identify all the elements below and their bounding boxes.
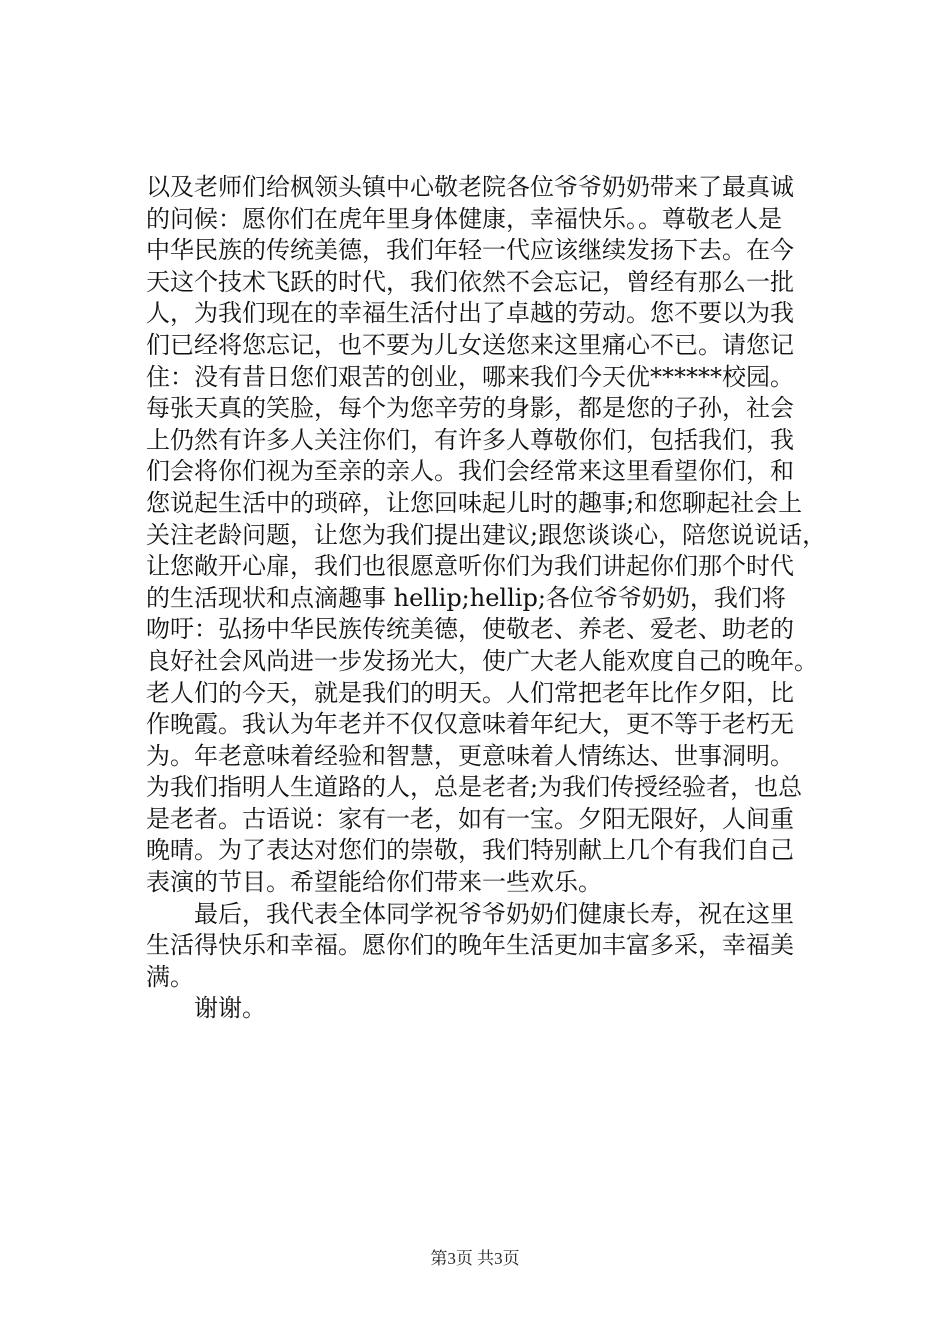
body-text (146, 172, 846, 1025)
text-line: 为。年老意味着经验和智慧，更意味着人情练达、世事洞明。 (146, 741, 794, 770)
text-line: 中华民族的传统美德，我们年轻一代应该继续发扬下去。在今 (146, 236, 794, 265)
text-line: 以及老师们给枫领头镇中心敬老院各位爷爷奶奶带来了最真诚 (146, 173, 794, 201)
text-line: 上仍然有许多人关注你们，有许多人尊敬你们，包括我们，我 (146, 425, 794, 454)
text-line: 们会将你们视为至亲的亲人。我们会经常来这里看望你们，和 (146, 457, 794, 486)
text-line: 您说起生活中的琐碎，让您回味起儿时的趣事;和您聊起社会上 (146, 488, 803, 517)
text-line: 生活得快乐和幸福。愿你们的晚年生活更加丰富多采，幸福美 (146, 931, 794, 960)
text-line: 让您敞开心扉，我们也很愿意听你们为我们讲起你们那个时代 (146, 552, 794, 581)
text-line: 吻吁：弘扬中华民族传统美德，使敬老、养老、爱老、助老的 (146, 615, 794, 644)
text-line: 人，为我们现在的幸福生活付出了卓越的劳动。您不要以为我 (146, 299, 794, 328)
page-number-footer: 第3页 共3页 (430, 1249, 520, 1268)
text-line: 晚晴。为了表达对您们的崇敬，我们特别献上几个有我们自己 (146, 836, 794, 865)
text-line: 住：没有昔日您们艰苦的创业，哪来我们今天优******校园。 (146, 362, 794, 391)
text-line: 作晚霞。我认为年老并不仅仅意味着年纪大，更不等于老朽无 (146, 710, 794, 739)
text-line: 表演的节目。希望能给你们带来一些欢乐。 (146, 868, 602, 897)
text-line: 为我们指明人生道路的人，总是老者;为我们传授经验者，也总 (146, 773, 803, 802)
text-line: 每张天真的笑脸，每个为您辛劳的身影，都是您的子孙，社会 (146, 394, 794, 423)
text-line: 良好社会风尚进一步发扬光大，使广大老人能欢度自己的晚年。 (146, 646, 818, 675)
text-line: 老人们的今天，就是我们的明天。人们常把老年比作夕阳，比 (146, 678, 794, 707)
text-line: 最后，我代表全体同学祝爷爷奶奶们健康长寿，祝在这里 (146, 899, 794, 928)
text-line: 天这个技术飞跃的时代，我们依然不会忘记，曾经有那么一批 (146, 267, 794, 296)
text-line: 满。 (146, 962, 194, 991)
text-line: 的生活现状和点滴趣事 hellip;hellip;各位爷爷奶奶，我们将 (146, 583, 786, 612)
text-line: 关注老龄问题，让您为我们提出建议;跟您谈谈心，陪您说说话， (146, 520, 827, 549)
text-line: 是老者。古语说：家有一老，如有一宝。夕阳无限好，人间重 (146, 804, 794, 833)
text-line: 谢谢。 (146, 994, 266, 1023)
text-line: 的问候：愿你们在虎年里身体健康，幸福快乐。。尊敬老人是 (146, 204, 782, 233)
text-line: 们已经将您忘记，也不要为儿女送您来这里痛心不已。请您记 (146, 330, 794, 359)
